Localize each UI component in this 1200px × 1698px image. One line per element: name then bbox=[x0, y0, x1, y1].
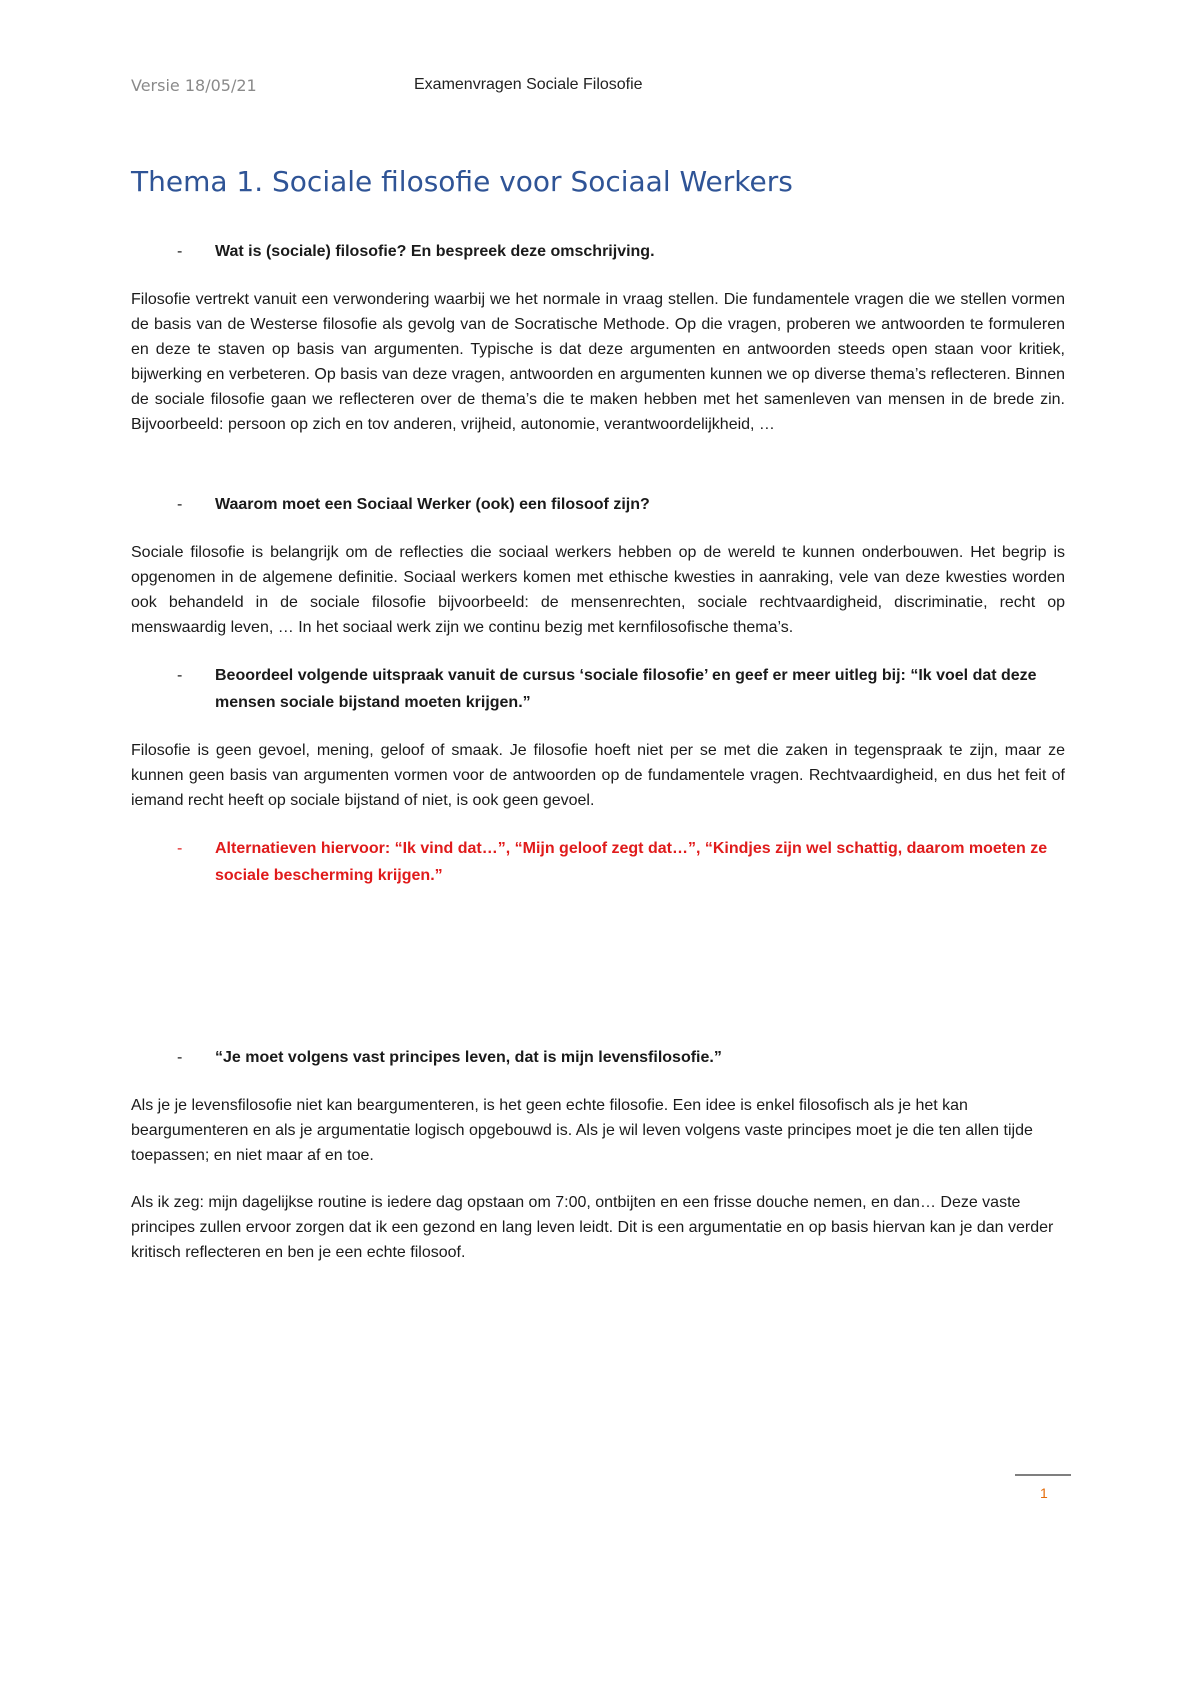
bullet-dash: - bbox=[177, 840, 183, 857]
spacer bbox=[143, 911, 1065, 1044]
question-text: Wat is (sociale) filosofie? En bespreek deze omschrijving. bbox=[215, 243, 655, 260]
alternatives-text: Alternatieven hiervoor: “Ik vind dat…”, “Mijn geloof zegt dat…”, “Kindjes zijn wel schattig, daarom moeten ze sociale bescherming krijgen.” bbox=[215, 840, 1048, 884]
question-text: “Je moet volgens vast principes leven, dat is mijn levensfilosofie.” bbox=[215, 1049, 722, 1066]
bullet-dash: - bbox=[177, 667, 183, 684]
question-3 bbox=[143, 662, 1065, 716]
alternatives-note bbox=[143, 835, 1065, 889]
question-4 bbox=[143, 1044, 1065, 1071]
footer-divider bbox=[1015, 1474, 1071, 1476]
answer-4-example: Als ik zeg: mijn dagelijkse routine is iedere dag opstaan om 7:00, ontbijten en een frisse douche nemen, en dan… Deze vaste principes zullen ervoor zorgen dat ik een gezond en lang leven leidt. Dit is een argumentatie en op basis hiervan kan je dan verder kritisch reflecteren en ben je een echte filosoof. bbox=[131, 1194, 1054, 1261]
bullet-dash: - bbox=[177, 243, 183, 260]
answer-3: Filosofie is geen gevoel, mening, geloof of smaak. Je filosofie hoeft niet per se met die zaken in tegenspraak te zijn, maar ze kunnen geen basis van argumenten vormen voor de antwoorden op de fundamentele vragen. Rechtvaardigheid, en dus het feit of iemand recht heeft op sociale bijstand of niet, is ook geen gevoel. bbox=[131, 742, 1065, 809]
document-body bbox=[131, 165, 1065, 1287]
question-2 bbox=[143, 491, 1065, 518]
answer-2: Sociale filosofie is belangrijk om de reflecties die sociaal werkers hebben op de wereld te kunnen onderbouwen. Het begrip is opgenomen in de algemene definitie. Sociaal werkers komen met ethische kwesties in aanraking, vele van deze kwesties worden ook behandeld in de sociale filosofie bijvoorbeeld: de mensenrechten, sociale rechtvaardigheid, discriminatie, recht op menswaardig leven, … In het sociaal werk zijn we continu bezig met kernfilosofische thema’s. bbox=[131, 544, 1065, 636]
answer-1: Filosofie vertrekt vanuit een verwondering waarbij we het normale in vraag stellen. Die fundamentele vragen die we stellen vormen de basis van de Westerse filosofie als gevolg van de Socratische Methode. Op die vragen, proberen we antwoorden te formuleren en deze te staven op basis van argumenten. Typische is dat deze argumenten en antwoorden steeds open staan voor kritiek, bijwerking en verbeteren. Op basis van deze vragen, antwoorden en argumenten kunnen we op diverse thema’s reflecteren. Binnen de sociale filosofie gaan we reflecteren over de thema’s die te maken hebben met het samenleven van mensen in de brede zin. Bijvoorbeeld: persoon op zich en tov anderen, vrijheid, autonomie, verantwoordelijkheid, … bbox=[131, 291, 1065, 433]
bullet-dash: - bbox=[177, 496, 183, 513]
page-number: 1 bbox=[1040, 1485, 1048, 1501]
question-text: Waarom moet een Sociaal Werker (ook) een filosoof zijn? bbox=[215, 496, 650, 513]
header-title: Examenvragen Sociale Filosofie bbox=[414, 76, 643, 93]
question-text: Beoordeel volgende uitspraak vanuit de cursus ‘sociale filosofie’ en geef er meer uitleg bij: “Ik voel dat deze mensen sociale bijstand moeten krijgen.” bbox=[215, 667, 1037, 711]
answer-4: Als je je levensfilosofie niet kan beargumenteren, is het geen echte filosofie. Een idee is enkel filosofisch als je het kan beargumenteren en als je argumentatie logisch opgebouwd is. Als je wil leven volgens vaste principes moet je die ten allen tijde toepassen; en niet maar af en toe. bbox=[131, 1097, 1033, 1164]
page-title: Thema 1. Sociale filosofie voor Sociaal Werkers bbox=[131, 165, 793, 198]
spacer bbox=[143, 459, 1065, 491]
bullet-dash: - bbox=[177, 1049, 183, 1066]
question-1 bbox=[143, 238, 1065, 265]
header-version: Versie 18/05/21 bbox=[131, 76, 257, 95]
